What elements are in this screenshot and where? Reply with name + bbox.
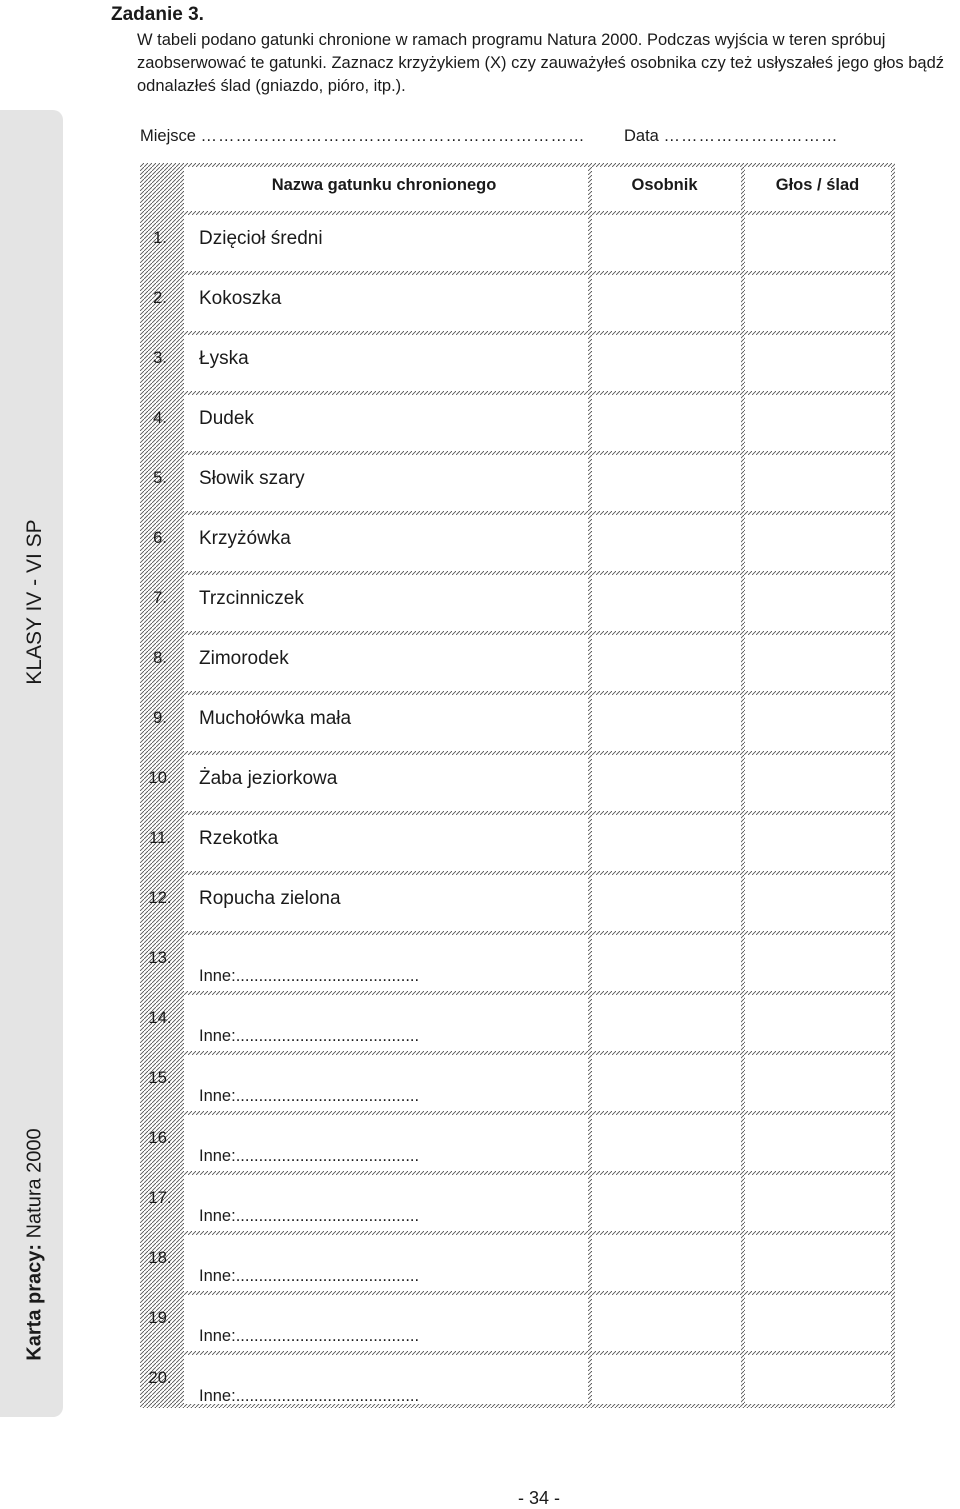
table-cell [745,1115,891,1171]
row-number: 3. [153,349,167,367]
task-instructions: W tabeli podano gatunki chronione w ramach programu Natura 2000. Podczas wyjścia w teren spróbuj zaobserwować te gatunki. Zaznacz krzyżykiem (X) czy zauważyłeś osobnika czy też usłyszałeś jego głos bądź odnalazłeś ślad (gniazdo, pióro, itp.). [137,31,945,95]
table-cell [592,875,741,931]
other-species-field[interactable]: Inne:........................................ [199,1147,420,1165]
row-number: 16. [148,1129,172,1147]
table-cell [592,815,741,871]
row-number: 17. [148,1189,172,1207]
table-cell [592,215,741,271]
header-voice-trace: Głos / ślad [775,176,860,194]
table-cell [592,395,741,451]
other-species-field[interactable]: Inne:........................................ [199,967,420,985]
date-label: Data [624,127,659,145]
table-cell [592,935,741,991]
row-number: 7. [153,589,167,607]
species-name: Rzekotka [199,828,279,849]
sidebar-card-prefix: Karta pracy: [23,1243,46,1361]
row-number: 19. [148,1309,172,1327]
table-cell [592,335,741,391]
table-cell [745,755,891,811]
row-number: 15. [148,1069,172,1087]
table-cell [745,515,891,571]
table-cell [745,815,891,871]
table-cell [745,455,891,511]
species-name: Zimorodek [199,648,289,669]
species-name: Dudek [199,408,254,429]
table-cell [592,755,741,811]
table-cell [745,1295,891,1351]
sidebar-card-label [24,1115,47,1375]
table-cell [592,275,741,331]
table-cell [745,635,891,691]
species-name: Dzięcioł średni [199,228,323,249]
table-cell [592,695,741,751]
table-cell [592,455,741,511]
other-species-field[interactable]: Inne:........................................ [199,1267,420,1285]
row-number: 8. [153,649,167,667]
date-dots: ………………………… [663,127,839,145]
task-title: Zadanie 3. [111,4,204,25]
table-cell [745,695,891,751]
table-cell [592,1115,741,1171]
row-number: 4. [153,409,167,427]
place-field[interactable] [140,127,586,146]
table-cell [745,335,891,391]
species-name: Słowik szary [199,468,305,489]
other-species-field[interactable]: Inne:........................................ [199,1027,420,1045]
other-species-field[interactable]: Inne:........................................ [199,1207,420,1225]
species-name: Muchołówka mała [199,708,352,729]
row-number: 13. [148,949,172,967]
row-number: 9. [153,709,167,727]
row-number: 20. [148,1369,172,1387]
sidebar [0,110,63,1417]
table-cell [592,1055,741,1111]
species-name: Trzcinniczek [199,588,304,609]
other-species-field[interactable]: Inne:........................................ [199,1087,420,1105]
other-species-field[interactable]: Inne:........................................ [199,1387,420,1405]
row-number: 5. [153,469,167,487]
row-number: 10. [148,769,172,787]
table-cell [592,515,741,571]
table-cell [592,995,741,1051]
row-number: 14. [148,1009,172,1027]
species-name: Ropucha zielona [199,888,341,909]
table-cell [592,575,741,631]
species-name: Kokoszka [199,288,282,309]
table-cell [745,395,891,451]
row-number: 2. [153,289,167,307]
table-cell [745,1235,891,1291]
table-cell [592,1175,741,1231]
species-name: Łyska [199,348,249,369]
other-species-field[interactable]: Inne:........................................ [199,1327,420,1345]
table-cell [592,635,741,691]
table-cell [745,1055,891,1111]
table-cell [745,875,891,931]
table-cell [592,1295,741,1351]
table-cell [745,935,891,991]
row-number: 1. [153,229,167,247]
place-label: Miejsce [140,127,196,145]
table-cell [592,1235,741,1291]
species-name: Żaba jeziorkowa [199,768,338,789]
table-cell [745,995,891,1051]
row-number: 18. [148,1249,172,1267]
sidebar-card-name: Natura 2000 [23,1128,46,1244]
row-number: 12. [148,889,172,907]
table-cell [592,1355,741,1404]
table-cell [745,215,891,271]
table-cell [745,575,891,631]
header-species: Nazwa gatunku chronionego [271,176,497,194]
header-individual: Osobnik [631,176,698,194]
species-name: Krzyżówka [199,528,291,549]
table-cell [745,1175,891,1231]
table-cell [745,1355,891,1404]
place-dots: ………………………………………………………… [200,127,586,145]
row-number: 6. [153,529,167,547]
row-number: 11. [149,829,171,847]
sidebar-class-label: KLASY IV - VI SP [23,519,46,685]
date-field[interactable] [624,127,838,146]
page-number: - 34 - [517,1488,560,1508]
table-cell [745,275,891,331]
